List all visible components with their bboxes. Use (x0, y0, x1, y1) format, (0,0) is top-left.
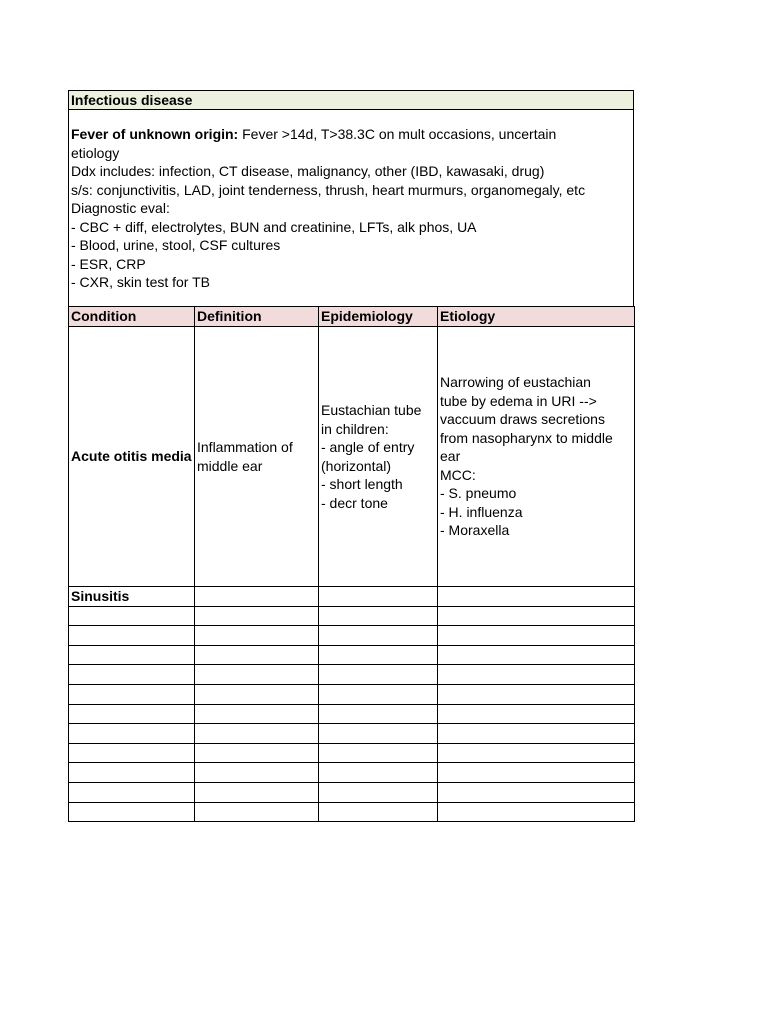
fuo-line: s/s: conjunctivitis, LAD, joint tenderness, thrush, heart murmurs, organomegaly, etc (71, 181, 586, 198)
empty-cell[interactable] (319, 782, 438, 802)
fuo-line: Diagnostic eval: (71, 200, 170, 216)
empty-cell[interactable] (195, 763, 319, 783)
header-definition[interactable]: Definition (195, 307, 319, 327)
empty-cell[interactable] (319, 724, 438, 744)
fuo-heading: Fever of unknown origin: (71, 126, 239, 142)
table-row (69, 587, 635, 607)
empty-cell[interactable] (319, 763, 438, 783)
empty-cell[interactable] (438, 645, 635, 665)
empty-cell[interactable] (438, 743, 635, 763)
fuo-line: Ddx includes: infection, CT disease, malignancy, other (IBD, kawasaki, drug) (71, 163, 545, 179)
header-condition[interactable]: Condition (69, 307, 195, 327)
empty-cell[interactable] (195, 645, 319, 665)
epidemiology-cell[interactable] (319, 587, 438, 607)
empty-cell[interactable] (195, 684, 319, 704)
empty-row (69, 802, 635, 822)
section-title[interactable]: Infectious disease (68, 90, 634, 110)
empty-row (69, 626, 635, 646)
fuo-line: Fever >14d, T>38.3C on mult occasions, uncertain (238, 126, 557, 142)
header-epidemiology[interactable]: Epidemiology (319, 307, 438, 327)
empty-cell[interactable] (195, 802, 319, 822)
empty-row (69, 724, 635, 744)
fuo-line: - CBC + diff, electrolytes, BUN and creatinine, LFTs, alk phos, UA (71, 218, 477, 235)
empty-cell[interactable] (195, 782, 319, 802)
empty-cell[interactable] (69, 743, 195, 763)
empty-cell[interactable] (195, 743, 319, 763)
definition-cell[interactable]: Inflammation of middle ear (195, 327, 319, 587)
empty-cell[interactable] (319, 684, 438, 704)
etiology-cell[interactable]: Narrowing of eustachian tube by edema in URI --> vaccuum draws secretions from nasopharynx to middle ear MCC: - S. pneumo - H. influenza - Moraxella (438, 327, 635, 587)
empty-cell[interactable] (69, 802, 195, 822)
fuo-line: - ESR, CRP (71, 255, 146, 272)
empty-cell[interactable] (69, 724, 195, 744)
header-etiology[interactable]: Etiology (438, 307, 635, 327)
condition-table (68, 306, 635, 822)
empty-cell[interactable] (319, 665, 438, 685)
empty-cell[interactable] (69, 684, 195, 704)
empty-cell[interactable] (69, 763, 195, 783)
fuo-line: - CXR, skin test for TB (71, 274, 210, 290)
empty-row (69, 763, 635, 783)
empty-row (69, 684, 635, 704)
empty-cell[interactable] (69, 782, 195, 802)
spreadsheet-page (68, 90, 634, 822)
empty-cell[interactable] (195, 724, 319, 744)
empty-cell[interactable] (438, 782, 635, 802)
fuo-line: etiology (71, 144, 120, 161)
empty-cell[interactable] (195, 626, 319, 646)
empty-row (69, 645, 635, 665)
empty-cell[interactable] (69, 645, 195, 665)
empty-cell[interactable] (438, 802, 635, 822)
empty-cell[interactable] (438, 606, 635, 626)
empty-row (69, 704, 635, 724)
empty-cell[interactable] (69, 606, 195, 626)
empty-row (69, 606, 635, 626)
empty-cell[interactable] (69, 626, 195, 646)
empty-cell[interactable] (195, 704, 319, 724)
table-row (69, 327, 635, 587)
empty-row (69, 743, 635, 763)
empty-cell[interactable] (319, 626, 438, 646)
empty-cell[interactable] (69, 665, 195, 685)
empty-cell[interactable] (319, 743, 438, 763)
etiology-cell[interactable] (438, 587, 635, 607)
fuo-notes-cell[interactable] (68, 110, 634, 306)
empty-cell[interactable] (438, 684, 635, 704)
table-header-row (69, 307, 635, 327)
empty-cell[interactable] (319, 802, 438, 822)
condition-cell[interactable]: Sinusitis (69, 587, 195, 607)
empty-cell[interactable] (438, 724, 635, 744)
empty-cell[interactable] (319, 606, 438, 626)
definition-cell[interactable] (195, 587, 319, 607)
fuo-first-line (71, 125, 631, 144)
fuo-line: - Blood, urine, stool, CSF cultures (71, 237, 281, 253)
condition-cell[interactable]: Acute otitis media (69, 327, 195, 587)
empty-cell[interactable] (438, 763, 635, 783)
empty-cell[interactable] (438, 626, 635, 646)
empty-cell[interactable] (319, 645, 438, 665)
empty-row (69, 665, 635, 685)
empty-cell[interactable] (438, 665, 635, 685)
empty-cell[interactable] (319, 704, 438, 724)
empty-cell[interactable] (195, 606, 319, 626)
empty-row (69, 782, 635, 802)
empty-cell[interactable] (195, 665, 319, 685)
empty-cell[interactable] (438, 704, 635, 724)
epidemiology-cell[interactable]: Eustachian tube in children: - angle of entry (horizontal) - short length - decr tone (319, 327, 438, 587)
empty-cell[interactable] (69, 704, 195, 724)
